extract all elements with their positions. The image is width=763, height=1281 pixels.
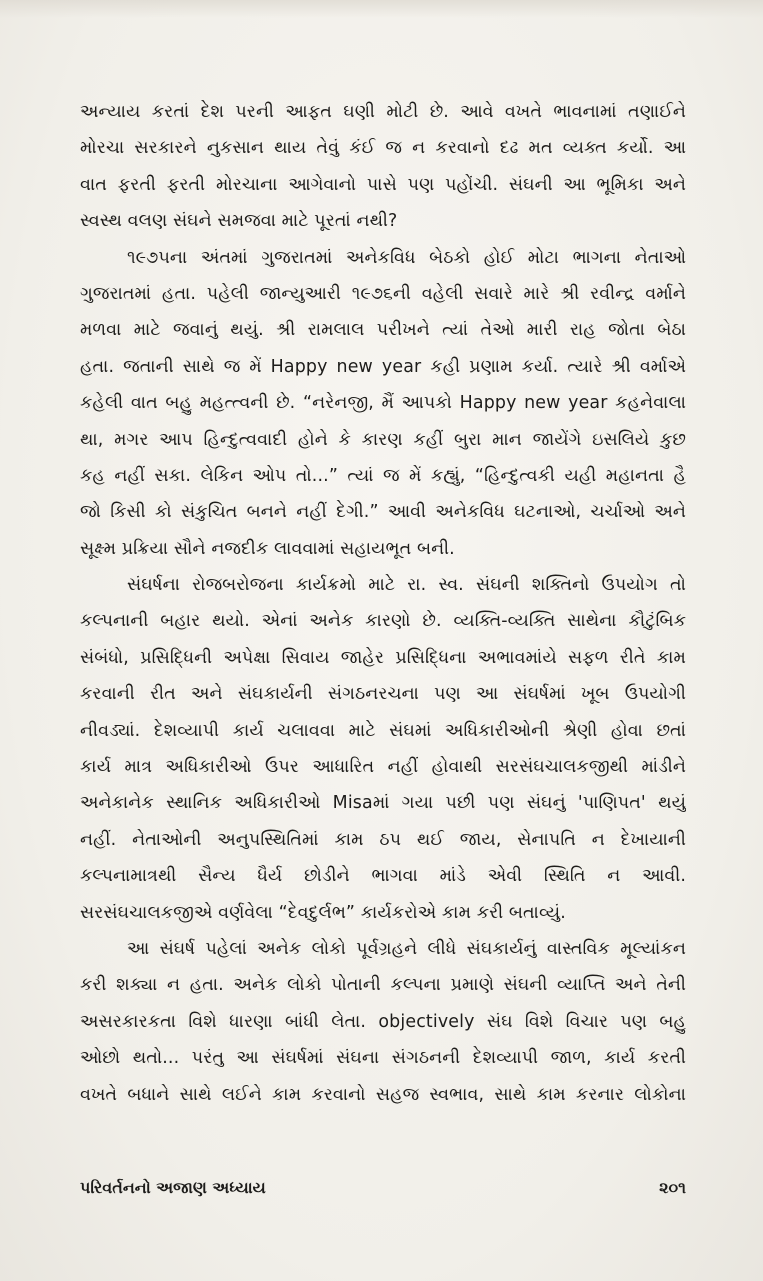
text-line: થા, મગર આપ હિન્દુત્વવાદી હોને કે કારણ કહીં બુરા માન જાયેંગે ઇસલિયે કુછ — [80, 429, 686, 450]
text-line: કાર્ય માત્ર અધિકારીઓ ઉપર આધારિત નહીં હોવાથી સરસંઘચાલકજીથી માંડીને — [80, 757, 686, 778]
text-line: ૧૯૭૫ના અંતમાં ગુજરાતમાં અનેકવિધ બેઠકો હોઈ મોટા ભાગના નેતાઓ — [127, 247, 686, 268]
text-line: નીવડ્યાં. દેશવ્યાપી કાર્ય ચલાવવા માટે સંઘમાં અધિકારીઓની શ્રેણી હોવા છતાં — [80, 720, 686, 741]
text-line: અન્યાય કરતાં દેશ પરની આફત ઘણી મોટી છે. આવે વખતે ભાવનામાં તણાઈને — [80, 102, 686, 122]
text-line: વખતે બધાને સાથે લઈને કામ કરવાનો સહજ સ્વભાવ, સાથે કામ કરનાર લોકોના — [80, 1084, 686, 1105]
page-number: ૨૦૧ — [659, 1178, 686, 1197]
body-text — [80, 94, 686, 1113]
text-line: કલ્પનાની બહાર થયો. એનાં અનેક કારણો છે. વ્યક્તિ-વ્યક્તિ સાથેના કૌટુંબિક — [80, 611, 686, 632]
page-footer — [80, 1178, 686, 1210]
text-line: કરવાની રીત અને સંઘકાર્યની સંગઠનરચના પણ આ સંઘર્ષમાં ખૂબ ઉપયોગી — [80, 684, 686, 705]
text-line: સંઘર્ષના રોજબરોજના કાર્યક્રમો માટે રા. સ્વ. સંઘની શક્તિનો ઉપયોગ તો — [127, 575, 686, 596]
text-line: મોરચા સરકારને નુકસાન થાય તેવું કંઈ જ ન કરવાનો દઢ મત વ્યક્ત કર્યો. આ — [80, 138, 686, 159]
text-line: સ્વસ્થ વલણ સંઘને સમજવા માટે પૂરતાં નથી? — [80, 211, 398, 232]
text-line: સંબંધો, પ્રસિદ્ધિની અપેક્ષા સિવાય જાહેર પ્રસિદ્ધિના અભાવમાંયે સફળ રીતે કામ — [80, 647, 686, 668]
running-title: પરિવર્તનનો અજાણ અધ્યાય — [80, 1178, 266, 1197]
page-edge-shadow — [0, 0, 763, 18]
text-line: ગુજરાતમાં હતા. પહેલી જાન્યુઆરી ૧૯૭૬ની વહેલી સવારે મારે શ્રી રવીન્દ્ર વર્માને — [80, 283, 686, 304]
text-line: નહીં. નેતાઓની અનુપસ્થિતિમાં કામ ઠપ થઈ જાય, સેનાપતિ ન દેખાયાની — [80, 829, 686, 850]
text-line: હતા. જતાની સાથે જ મેં Happy new year કહી પ્રણામ કર્યા. ત્યારે શ્રી વર્માએ — [80, 356, 686, 377]
text-line: અનેકાનેક સ્થાનિક અધિકારીઓ Misaમાં ગયા પછી પણ સંઘનું 'પાણિપત' થયું — [80, 793, 686, 814]
text-line: જો કિસી કો સંકુચિત બનને નહીં દેગી.” આવી અનેકવિધ ઘટનાઓ, ચર્ચાઓ અને — [80, 502, 686, 523]
text-line: કલ્પનામાત્રથી સૈન્ય ધૈર્ય છોડીને ભાગવા માંડે એવી સ્થિતિ ન આવી. — [80, 866, 686, 887]
text-line: વાત ફરતી ફરતી મોરચાના આગેવાનો પાસે પણ પહોંચી. સંઘની આ ભૂમિકા અને — [80, 174, 686, 195]
text-line: મળવા માટે જવાનું થયું. શ્રી રામલાલ પરીખને ત્યાં તેઓ મારી રાહ જોતા બેઠા — [80, 320, 686, 341]
text-line: સરસંઘચાલકજીએ વર્ણવેલા “દેવદુર્લભ” કાર્યકરોએ કામ કરી બતાવ્યું. — [80, 902, 566, 923]
text-line: કહ નહીં સકા. લેકિન ઓપ તો...” ત્યાં જ મેં કહ્યું, “હિન્દુત્વકી યહી મહાનતા હૈ — [80, 465, 686, 486]
text-line: કહેલી વાત બહુ મહત્ત્વની છે. “નરેનજી, મૈં આપકો Happy new year કહનેવાલા — [80, 393, 686, 414]
text-line: અસરકારકતા વિશે ધારણા બાંધી લેતા. objectively સંઘ વિશે વિચાર પણ બહુ — [80, 1011, 686, 1032]
text-line: કરી શક્યા ન હતા. અનેક લોકો પોતાની કલ્પના પ્રમાણે સંઘની વ્યાપ્તિ અને તેની — [80, 975, 686, 996]
text-line: આ સંઘર્ષ પહેલાં અનેક લોકો પૂર્વગ્રહને લીધે સંઘકાર્યનું વાસ્તવિક મૂલ્યાંકન — [127, 938, 686, 959]
text-line: સૂક્ષ્મ પ્રક્રિયા સૌને નજદીક લાવવામાં સહાયભૂત બની. — [80, 538, 455, 559]
text-line: ઓછો થતો... પરંતુ આ સંઘર્ષમાં સંઘના સંગઠનની દેશવ્યાપી જાળ, કાર્ય કરતી — [80, 1048, 686, 1069]
